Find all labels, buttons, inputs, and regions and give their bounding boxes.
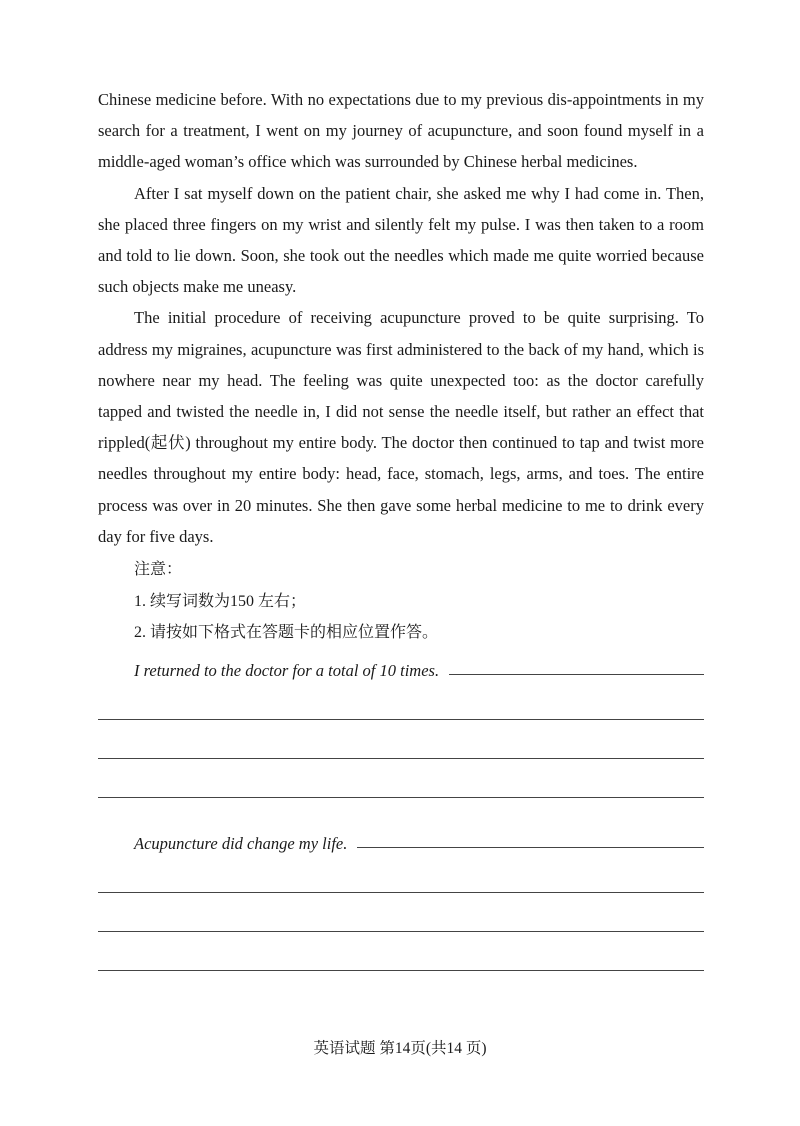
answer-section-2 [98,822,704,971]
passage-paragraph-3: The initial procedure of receiving acupuncture proved to be quite surprising. To address my migraines, acupuncture was first administered to the back of my hand, which is nowhere near my head. The feeling was quite unexpected too: as the doctor carefully tapped and twisted the needle in, I did not sense the needle itself, but rather an effect that rippled(起伏) throughout my entire body. The doctor then continued to tap and twist more needles throughout my entire body: head, face, stomach, legs, arms, and toes. The entire process was over in 20 minutes. She then gave some herbal medicine to me to drink every day for five days. [98,308,704,546]
prompt-line-1 [98,649,704,681]
instruction-item-2: 2. 请按如下格式在答题卡的相应位置作答。 [134,624,439,642]
answer-blank-inline-1[interactable] [449,674,704,675]
continuation-prompt-1: I returned to the doctor for a total of 10 times. [134,660,440,680]
instructions-title: 注意： [134,561,183,579]
answer-line[interactable] [98,893,704,932]
instruction-item-1: 1. 续写词数为150 左右； [134,592,307,610]
exam-page [98,84,704,971]
prompt-line-2 [98,822,704,854]
page-footer: 英语试题 第14页(共14 页) [313,1040,487,1057]
passage-paragraph-1: Chinese medicine before. With no expectations due to my previous dis-appointments in my search for a treatment, I went on my journey of acupuncture, and soon found myself in a middle-aged woman’s office which was surrounded by Chinese herbal medicines. [98,90,704,172]
answer-blank-inline-2[interactable] [357,847,704,848]
answer-line[interactable] [98,681,704,720]
answer-line[interactable] [98,932,704,971]
answer-section-1 [98,649,704,798]
answer-line[interactable] [98,854,704,893]
passage-paragraph-2: After I sat myself down on the patient chair, she asked me why I had come in. Then, she placed three fingers on my wrist and silently felt my pulse. I was then taken to a room and told to lie down. Soon, she took out the needles which made me quite worried because such objects make me uneasy. [98,183,704,297]
instructions [98,554,704,649]
answer-line[interactable] [98,759,704,798]
answer-line[interactable] [98,720,704,759]
continuation-prompt-2: Acupuncture did change my life. [134,833,348,853]
